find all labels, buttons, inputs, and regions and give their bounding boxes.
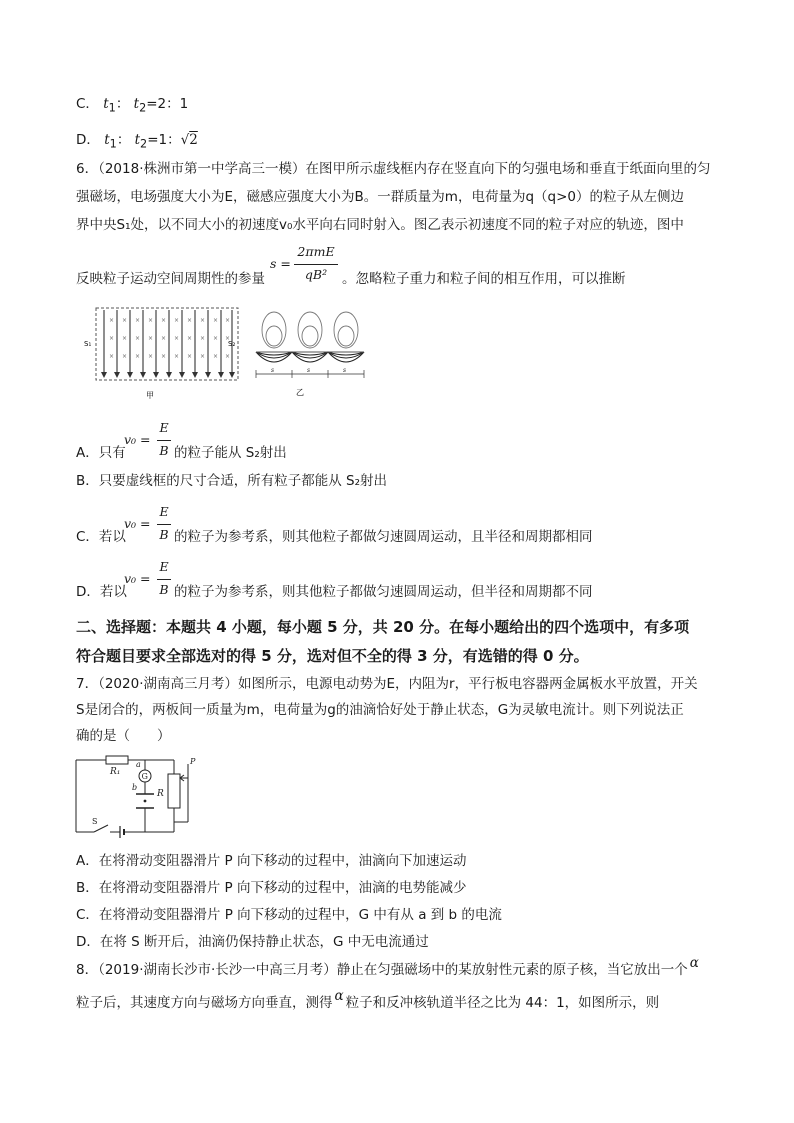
svg-text:×: × [135, 317, 141, 324]
svg-text:s: s [307, 367, 311, 374]
alpha-symbol: α [334, 988, 344, 1004]
svg-text:×: × [213, 335, 219, 342]
q6-stem-line4-post: 。忽略粒子重力和粒子间的相互作用，可以推断 [342, 271, 626, 287]
alpha-symbol: α [689, 955, 699, 971]
sqrt-symbol: √2 [180, 132, 198, 148]
fraction-bar [157, 440, 171, 441]
svg-text:×: × [148, 353, 154, 360]
s-formula: s = 2πmE qB² [270, 244, 340, 288]
section-2-heading-line1: 二、选择题：本题共 4 小题，每小题 5 分，共 20 分。在每小题给出的四个选项中，有多项 [76, 618, 690, 636]
svg-text:×: × [109, 353, 115, 360]
svg-text:×: × [161, 353, 167, 360]
q7-stem-line3: 确的是（ ） [76, 728, 171, 744]
svg-text:×: × [122, 335, 128, 342]
figure-yi [244, 300, 376, 400]
q7-option-b: B．在将滑动变阻器滑片 P 向下移动的过程中，油滴的电势能减少 [76, 880, 467, 896]
svg-text:×: × [187, 335, 193, 342]
q6-option-d-pre: D．若以 [76, 584, 127, 600]
svg-text:×: × [174, 317, 180, 324]
label-r: R [157, 789, 164, 799]
fraction-bar [157, 524, 171, 525]
q6-stem-line1: 6．（2018·株洲市第一中学高三一模）在图甲所示虚线框内存在竖直向下的匀强电场和垂直于纸面向里的匀 [76, 161, 711, 177]
circuit-diagram [70, 752, 200, 842]
q7-stem-line2: S是闭合的，两板间一质量为m，电荷量为g的油滴恰好处于静止状态，G为灵敏电流计。则下列说法正 [76, 702, 684, 718]
svg-text:×: × [225, 335, 231, 342]
svg-text:×: × [148, 335, 154, 342]
svg-text:×: × [161, 317, 167, 324]
svg-text:×: × [187, 353, 193, 360]
svg-text:×: × [213, 353, 219, 360]
q6-option-a-pre: A．只有 [76, 445, 126, 461]
label-a: a [136, 760, 141, 769]
svg-text:s: s [343, 367, 347, 374]
q6-stem-line2: 强磁场，电场强度大小为E，磁感应强度大小为B。一群质量为m，电荷量为q（q>0）的粒子从左侧边 [76, 189, 684, 205]
svg-text:×: × [187, 317, 193, 324]
q8-stem-line2: 粒子后，其速度方向与磁场方向垂直，测得 α 粒子和反冲核轨道半径之比为 44：1，如图所示，则 [76, 988, 660, 1011]
figure-yi-caption: 乙 [296, 388, 304, 397]
resistor-r [168, 774, 180, 808]
s-labels [271, 367, 346, 374]
v0-formula-c: v₀ = E B [124, 504, 174, 548]
s2-label: S₂ [228, 340, 236, 348]
q7-option-d: D．在将 S 断开后，油滴仍保持静止状态，G 中无电流通过 [76, 934, 429, 950]
cycloid-trajectories [256, 352, 364, 362]
v0-formula-d: v₀ = E B [124, 559, 174, 603]
svg-text:×: × [122, 317, 128, 324]
svg-text:×: × [135, 353, 141, 360]
label-g: G [141, 772, 148, 781]
q6-stem-line3: 界中央S₁处，以不同大小的初速度v₀水平向右同时射入。图乙表示初速度不同的粒子对应的轨迹，图中 [76, 217, 684, 233]
q6-stem-line4-pre: 反映粒子运动空间周期性的参量 [76, 271, 265, 287]
oil-drop [144, 800, 147, 803]
svg-text:×: × [225, 317, 231, 324]
label-b: b [132, 783, 138, 792]
svg-text:×: × [109, 335, 115, 342]
q5-option-d: D． $t_1$： $t_2=1$：√2 [76, 132, 198, 151]
figure-jia-caption: 甲 [146, 391, 154, 400]
resistor-r1 [106, 756, 128, 764]
label-r1: R₁ [110, 767, 121, 777]
s1-label: S₁ [84, 340, 92, 348]
svg-text:×: × [174, 353, 180, 360]
switch-s [94, 825, 108, 832]
q6-option-a-post: 的粒子能从 S₂射出 [174, 445, 287, 461]
fraction-bar [157, 579, 171, 580]
section-2-heading-line2: 符合题目要求全部选对的得 5 分，选对但不全的得 3 分，有选错的得 0 分。 [76, 647, 589, 665]
fraction-bar [294, 264, 338, 265]
q5-option-c: C． $t_1$： $t_2=2$：1 [76, 96, 189, 115]
svg-text:×: × [122, 353, 128, 360]
q7-stem-line1: 7．（2020·湖南高三月考）如图所示，电源电动势为E，内阻为r，平行板电容器两金属板水平放置，开关 [76, 676, 698, 692]
q7-option-a: A．在将滑动变阻器滑片 P 向下移动的过程中，油滴向下加速运动 [76, 853, 467, 869]
svg-text:×: × [200, 317, 206, 324]
svg-text:×: × [200, 353, 206, 360]
loop-trajectories [262, 312, 358, 348]
q7-option-c: C．在将滑动变阻器滑片 P 向下移动的过程中，G 中有从 a 到 b 的电流 [76, 907, 502, 923]
q6-option-b: B．只要虚线框的尺寸合适，所有粒子都能从 S₂射出 [76, 473, 388, 489]
svg-text:×: × [161, 335, 167, 342]
svg-text:×: × [135, 335, 141, 342]
svg-text:×: × [200, 335, 206, 342]
figure-jia [82, 302, 244, 402]
svg-text:×: × [148, 317, 154, 324]
q6-option-c-pre: C．若以 [76, 529, 126, 545]
q8-stem-line1: 8．（2019·湖南长沙市·长沙一中高三月考）静止在匀强磁场中的某放射性元素的原子核，当它放出一个 α [76, 955, 699, 978]
v0-formula-a: v₀ = E B [124, 420, 174, 464]
field-arrowheads [101, 372, 235, 378]
svg-text:×: × [174, 335, 180, 342]
svg-text:×: × [109, 317, 115, 324]
svg-text:×: × [225, 353, 231, 360]
svg-text:s: s [271, 367, 275, 374]
label-s: S [92, 817, 98, 826]
q6-option-c-post: 的粒子为参考系，则其他粒子都做匀速圆周运动，且半径和周期都相同 [174, 529, 593, 545]
label-p: P [190, 757, 196, 766]
q6-option-d-post: 的粒子为参考系，则其他粒子都做匀速圆周运动，但半径和周期都不同 [174, 584, 593, 600]
svg-text:×: × [213, 317, 219, 324]
